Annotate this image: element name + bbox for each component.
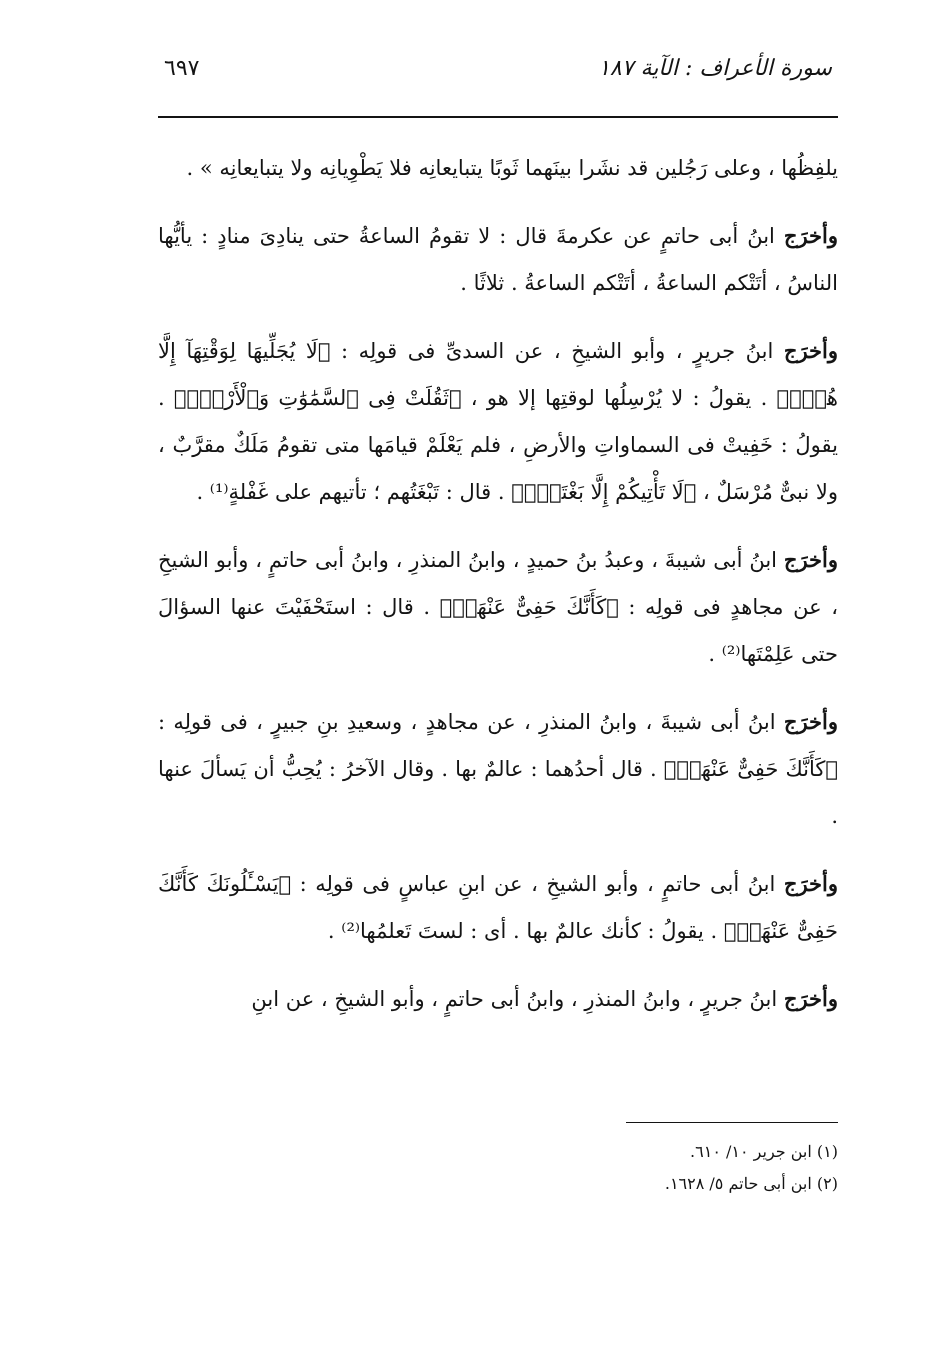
page-number: ٦٩٧ bbox=[164, 56, 200, 81]
paragraph-text: ابنُ أبى حاتمٍ ، وأبو الشيخِ ، عن ابنِ عباسٍ فى قولِه : ﴿يَسْـَٔلُونَكَ كَأَنَّكَ حَفِىٌّ عَنْهَاۖ﴾ . يقولُ : كأنك عالمٌ بها . أى : لستَ تَعلمُها⁽²⁾ . bbox=[158, 872, 838, 943]
paragraph-text: ابنُ جريرٍ ، وابنُ المنذرِ ، وابنُ أبى حاتمٍ ، وأبو الشيخِ ، عن ابنِ bbox=[251, 987, 784, 1011]
running-header bbox=[158, 56, 838, 102]
document-page bbox=[158, 56, 838, 1296]
paragraph-lead-word: وأخرَج bbox=[783, 547, 838, 572]
paragraph bbox=[158, 327, 838, 516]
paragraph bbox=[158, 144, 838, 192]
header-rule bbox=[158, 116, 838, 118]
footnote: (٢) ابن أبى حاتم ٥/ ١٦٢٨. bbox=[664, 1174, 838, 1193]
paragraph-lead-word: وأخرَج bbox=[783, 709, 838, 734]
footnotes bbox=[158, 1136, 838, 1200]
paragraph-text: ابنُ أبى حاتمٍ عن عكرمةَ قال : لا تقومُ الساعةُ حتى ينادِىَ منادٍ : يأيُّها الناسُ ، أتَتْكم الساعةُ ، أتَتْكم الساعةُ . ثلاثًا . bbox=[158, 224, 838, 295]
footnotes-rule bbox=[626, 1122, 838, 1123]
paragraph bbox=[158, 536, 838, 678]
paragraph bbox=[158, 698, 838, 840]
paragraph bbox=[158, 860, 838, 955]
paragraph-text: ابنُ أبى شيبةَ ، وعبدُ بنُ حميدٍ ، وابنُ المنذرِ ، وابنُ أبى حاتمٍ ، وأبو الشيخِ ، عن مجاهدٍ فى قولِه : ﴿كَأَنَّكَ حَفِىٌّ عَنْهَاۖ﴾ . قال : استَحْفَيْتَ عنها السؤالَ حتى عَلِمْتَها⁽²⁾ . bbox=[158, 548, 838, 666]
paragraph bbox=[158, 212, 838, 307]
paragraph-text: ابنُ أبى شيبةَ ، وابنُ المنذرِ ، عن مجاهدٍ ، وسعيدِ بنِ جبيرٍ ، فى قولِه : ﴿كَأَنَّكَ حَفِىٌّ عَنْهَاۖ﴾ . قال أحدُهما : عالمٌ بها . وقال الآخرُ : يُحِبُّ أن يَسألَ عنها . bbox=[158, 710, 838, 828]
paragraph-lead-word: وأخرَج bbox=[783, 871, 838, 896]
body-text bbox=[158, 144, 838, 1023]
footnote: (١) ابن جرير ١٠/ ٦١٠. bbox=[690, 1142, 838, 1161]
paragraph-lead-word: وأخرَج bbox=[783, 986, 838, 1011]
paragraph-lead-word: وأخرَج bbox=[783, 338, 838, 363]
paragraph-text: يلفِظُها ، وعلى رَجُلين قد نشَرا بينَهما ثَوبًا يتبايعانِه فلا يَطْوِيانِه ولا يتبايعانِه » . bbox=[186, 156, 838, 180]
paragraph-text: ابنُ جريرٍ ، وأبو الشيخِ ، عن السدىِّ فى قولِه : ﴿لَا يُجَلِّيهَا لِوَقْتِهَآ إِلَّا هُوَۚ﴾ . يقولُ : لا يُرْسِلُها لوقتِها إلا هو ، ﴿ثَقُلَتْ فِى ٱلسَّمَٰوَٰتِ وَٱلْأَرْضِۚ﴾ . يقولُ : خَفِيتْ فى السماواتِ والأرضِ ، فلم يَعْلَمْ قيامَها متى تقومُ مَلَكٌ مقرَّبٌ ، ولا نبىٌّ مُرْسَلٌ ، ﴿لَا تَأْتِيكُمْ إِلَّا بَغْتَةًۗ﴾ . قال : تَبْغَتُهم ؛ تأتيهم على غَفْلةٍ⁽¹⁾ . bbox=[158, 339, 838, 504]
running-title: سورة الأعراف : الآية ١٨٧ bbox=[598, 56, 832, 81]
paragraph-lead-word: وأخرَج bbox=[783, 223, 838, 248]
paragraph bbox=[158, 975, 838, 1023]
